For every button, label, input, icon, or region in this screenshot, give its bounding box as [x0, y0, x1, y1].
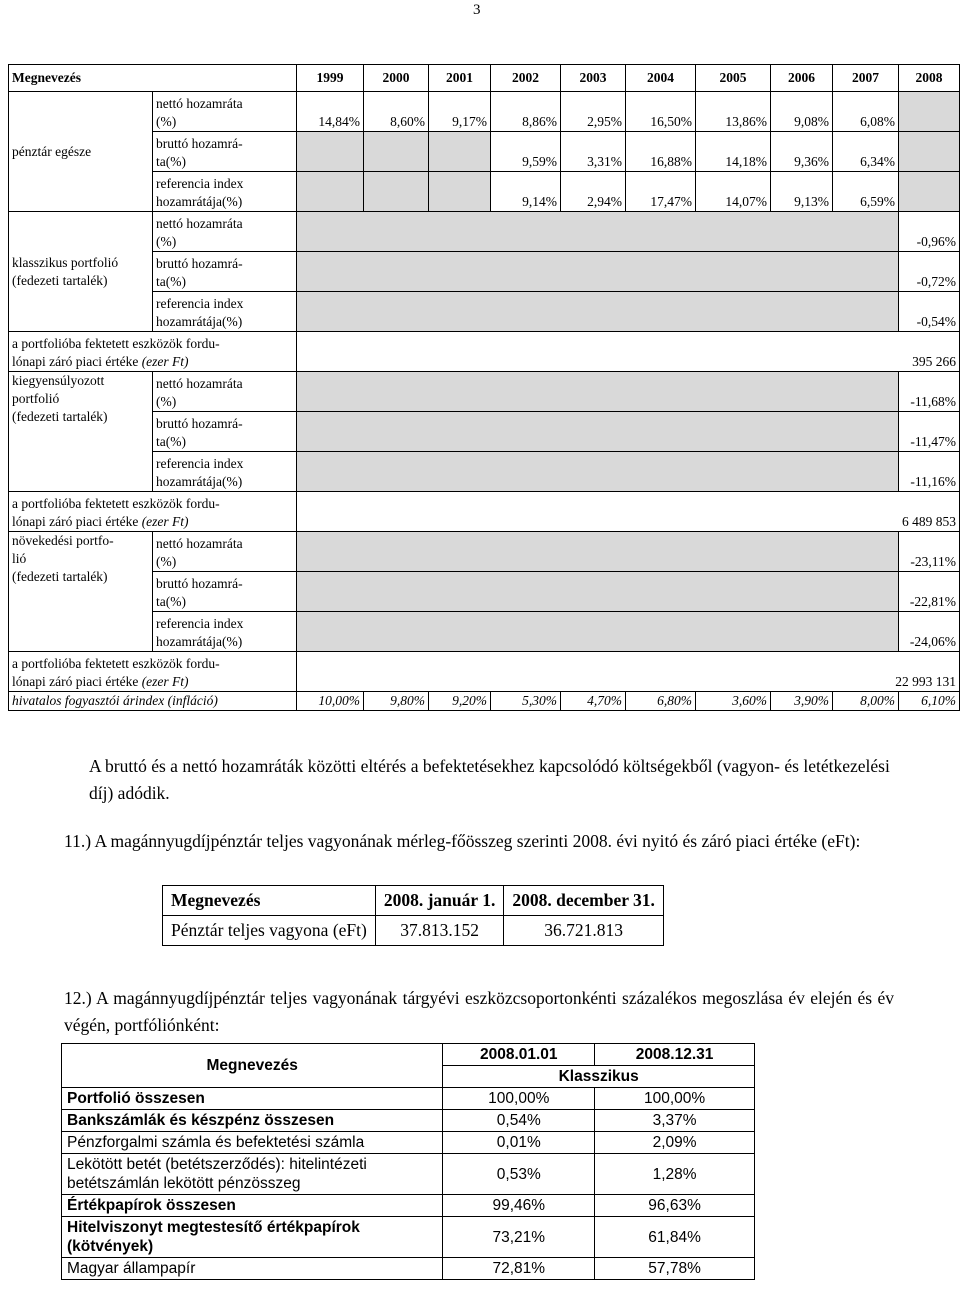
closing-value-label	[9, 652, 297, 692]
asset-label: Hitelviszonyt megtestesítő értékpapírok (kötvények)	[62, 1217, 443, 1258]
empty-cell	[297, 572, 899, 612]
closing-value: 395 266	[297, 332, 960, 372]
inflation-value: 3,60%	[696, 692, 771, 711]
closing-label-text: lónapi záró piaci értéke	[12, 354, 139, 369]
indicator-label	[153, 172, 297, 212]
group-label-line: kiegyensúlyozott	[12, 373, 105, 388]
closing-label-line	[12, 353, 293, 371]
value-open: 0,01%	[443, 1132, 595, 1154]
value-close: 100,00%	[595, 1088, 755, 1110]
indicator-label-line: (%)	[156, 234, 177, 249]
value-cell: 16,50%	[626, 92, 696, 132]
value-open: 72,81%	[443, 1258, 595, 1280]
empty-cell	[297, 452, 899, 492]
year-header: 2002	[491, 65, 561, 92]
group-label-line: klasszikus portfolió	[12, 254, 119, 270]
value-cell: -11,47%	[899, 412, 960, 452]
indicator-label-line: bruttó hozamrá-	[156, 256, 243, 271]
value-close: 57,78%	[595, 1258, 755, 1280]
value-close: 61,84%	[595, 1217, 755, 1258]
page-number: 3	[473, 2, 481, 18]
inflation-value: 4,70%	[561, 692, 626, 711]
inflation-row	[9, 692, 960, 711]
value-cell: 13,86%	[696, 92, 771, 132]
indicator-label-line: bruttó hozamrá-	[156, 576, 243, 591]
year-header: 2004	[626, 65, 696, 92]
empty-cell	[297, 212, 899, 252]
closing-label-unit: (ezer Ft)	[141, 354, 189, 369]
indicator-label-line: hozamrátája(%)	[156, 634, 243, 649]
inflation-label: hivatalos fogyasztói árindex (infláció)	[9, 692, 297, 711]
indicator-label	[153, 452, 297, 492]
table-row	[9, 92, 960, 132]
empty-cell	[297, 292, 899, 332]
year-header: 2007	[833, 65, 899, 92]
indicator-label	[153, 132, 297, 172]
value-cell: -0,72%	[899, 252, 960, 292]
paragraph-gross-net: A bruttó és a nettó hozamráták közötti eltérés a befektetésekhez kapcsolódó költségekből (vagyon- és letétkezelési díj) adódik.	[89, 755, 890, 803]
asset-label: Lekötött betét (betétszerződés): hitelintézeti betétszámlán lekötött pénzösszeg	[62, 1154, 443, 1195]
value-cell: 9,08%	[771, 92, 833, 132]
indicator-label-line: referencia index	[156, 616, 244, 631]
table-header-row	[62, 1044, 755, 1066]
group-label-line: (fedezeti tartalék)	[12, 409, 108, 424]
empty-cell	[297, 412, 899, 452]
indicator-label	[153, 412, 297, 452]
group-label: pénztár egésze	[9, 92, 153, 212]
closing-label-line	[12, 673, 293, 691]
indicator-label-line: ta(%)	[156, 594, 186, 609]
value-cell: 14,07%	[696, 172, 771, 212]
inflation-value: 8,00%	[833, 692, 899, 711]
indicator-label-line: nettó hozamráta	[156, 536, 243, 551]
value-cell	[429, 132, 491, 172]
table-row	[62, 1110, 755, 1132]
group-label-line: lió	[12, 551, 27, 566]
empty-cell	[297, 372, 899, 412]
value-cell: 14,84%	[297, 92, 364, 132]
indicator-label	[153, 572, 297, 612]
group-label	[9, 372, 153, 492]
indicator-label	[153, 212, 297, 252]
value-cell: 6,34%	[833, 132, 899, 172]
value-cell: 2,95%	[561, 92, 626, 132]
header-date-open: 2008.01.01	[443, 1044, 595, 1066]
indicator-label	[153, 92, 297, 132]
value-cell	[297, 132, 364, 172]
value-cell: -22,81%	[899, 572, 960, 612]
indicator-label-line: nettó hozamráta	[156, 216, 243, 231]
header-label: Megnevezés	[163, 886, 376, 916]
value-open: 99,46%	[443, 1195, 595, 1217]
value-close: 1,28%	[595, 1154, 755, 1195]
group-label	[9, 532, 153, 652]
value-cell	[899, 172, 960, 212]
indicator-label-line: referencia index	[156, 296, 244, 311]
empty-cell	[297, 252, 899, 292]
table-row	[62, 1154, 755, 1195]
table-row	[9, 372, 960, 412]
value-close: 3,37%	[595, 1110, 755, 1132]
year-header: 2001	[429, 65, 491, 92]
asset-label: Pénzforgalmi számla és befektetési számla	[62, 1132, 443, 1154]
indicator-label-line: ta(%)	[156, 434, 186, 449]
header-date-close: 2008.12.31	[595, 1044, 755, 1066]
year-header: 1999	[297, 65, 364, 92]
indicator-label	[153, 372, 297, 412]
closing-value-row	[9, 652, 960, 692]
value-cell: 9,14%	[491, 172, 561, 212]
value-cell: 8,86%	[491, 92, 561, 132]
inflation-value: 5,30%	[491, 692, 561, 711]
closing-label-line	[12, 513, 293, 531]
group-label-line: portfolió	[12, 391, 60, 406]
indicator-label-line: ta(%)	[156, 274, 186, 289]
closing-value-label	[9, 332, 297, 372]
indicator-label-line: hozamrátája(%)	[156, 314, 243, 329]
year-header: 2008	[899, 65, 960, 92]
indicator-label-line: referencia index	[156, 456, 244, 471]
value-cell: -23,11%	[899, 532, 960, 572]
table-row	[62, 1132, 755, 1154]
value-cell: 8,60%	[364, 92, 429, 132]
indicator-label-line: (%)	[156, 554, 177, 569]
header-closing-date: 2008. december 31.	[504, 886, 664, 916]
value-open: 73,21%	[443, 1217, 595, 1258]
header-label: Megnevezés	[9, 65, 297, 92]
value-cell: -0,96%	[899, 212, 960, 252]
inflation-value: 10,00%	[297, 692, 364, 711]
paragraph-section-12: 12.) A magánnyugdíjpénztár teljes vagyonának tárgyévi eszközcsoportonkénti százalékos megoszlása év elején és év végén, portfóliónként:	[64, 987, 894, 1035]
asset-allocation-table	[61, 1043, 755, 1280]
table-row	[163, 916, 664, 946]
group-label-line: (fedezeti tartalék)	[12, 272, 108, 288]
empty-cell	[297, 612, 899, 652]
indicator-label-line: hozamrátája(%)	[156, 474, 243, 489]
value-cell: 14,18%	[696, 132, 771, 172]
closing-label-unit: (ezer Ft)	[141, 514, 189, 529]
value-open: 100,00%	[443, 1088, 595, 1110]
row-label: Pénztár teljes vagyona (eFt)	[163, 916, 376, 946]
closing-value: 6 489 853	[297, 492, 960, 532]
asset-label: Bankszámlák és készpénz összesen	[62, 1110, 443, 1132]
value-cell: 2,94%	[561, 172, 626, 212]
header-portfolio: Klasszikus	[443, 1066, 755, 1088]
year-header: 2006	[771, 65, 833, 92]
indicator-label-line: nettó hozamráta	[156, 376, 243, 391]
fund-assets-table	[162, 885, 664, 946]
value-open: 0,54%	[443, 1110, 595, 1132]
value-cell: 9,59%	[491, 132, 561, 172]
table-header-row	[9, 65, 960, 92]
closing-value-row	[9, 332, 960, 372]
empty-cell	[297, 532, 899, 572]
table-row	[62, 1258, 755, 1280]
closing-label-line: a portfolióba fektetett eszközök fordu-	[12, 336, 220, 351]
indicator-label-line: nettó hozamráta	[156, 96, 243, 111]
header-opening-date: 2008. január 1.	[375, 886, 504, 916]
year-header: 2000	[364, 65, 429, 92]
inflation-value: 9,80%	[364, 692, 429, 711]
indicator-label-line: (%)	[156, 394, 177, 409]
value-cell: 16,88%	[626, 132, 696, 172]
value-cell	[364, 132, 429, 172]
value-cell: 3,31%	[561, 132, 626, 172]
closing-label-text: lónapi záró piaci értéke	[12, 674, 139, 689]
indicator-label-line: hozamrátája(%)	[156, 194, 243, 209]
inflation-value: 6,80%	[626, 692, 696, 711]
closing-value-row	[9, 492, 960, 532]
value-close: 96,63%	[595, 1195, 755, 1217]
indicator-label	[153, 252, 297, 292]
year-header: 2005	[696, 65, 771, 92]
value-cell: 17,47%	[626, 172, 696, 212]
value-cell	[364, 172, 429, 212]
asset-label: Portfolió összesen	[62, 1088, 443, 1110]
table-row	[62, 1088, 755, 1110]
closing-value: 36.721.813	[504, 916, 664, 946]
value-cell	[297, 172, 364, 212]
table-row	[9, 212, 960, 252]
closing-label-line: a portfolióba fektetett eszközök fordu-	[12, 496, 220, 511]
value-cell	[429, 172, 491, 212]
table-row	[62, 1195, 755, 1217]
indicator-label	[153, 292, 297, 332]
indicator-label-line: bruttó hozamrá-	[156, 416, 243, 431]
table-header-row	[163, 886, 664, 916]
table-row	[9, 532, 960, 572]
value-cell: 9,13%	[771, 172, 833, 212]
indicator-label-line: bruttó hozamrá-	[156, 136, 243, 151]
indicator-label	[153, 532, 297, 572]
closing-value-label	[9, 492, 297, 532]
value-cell: -11,16%	[899, 452, 960, 492]
value-cell: 6,59%	[833, 172, 899, 212]
value-close: 2,09%	[595, 1132, 755, 1154]
performance-table	[8, 64, 960, 711]
group-label-line: növekedési portfo-	[12, 533, 114, 548]
year-header: 2003	[561, 65, 626, 92]
group-label-line: (fedezeti tartalék)	[12, 569, 108, 584]
value-cell: 6,08%	[833, 92, 899, 132]
inflation-value: 9,20%	[429, 692, 491, 711]
value-cell: -24,06%	[899, 612, 960, 652]
value-cell	[899, 92, 960, 132]
value-cell: 9,17%	[429, 92, 491, 132]
inflation-value: 3,90%	[771, 692, 833, 711]
value-cell: -0,54%	[899, 292, 960, 332]
table-row	[62, 1217, 755, 1258]
closing-label-text: lónapi záró piaci értéke	[12, 514, 139, 529]
indicator-label-line: referencia index	[156, 176, 244, 191]
indicator-label-line: (%)	[156, 114, 177, 129]
value-open: 0,53%	[443, 1154, 595, 1195]
indicator-label-line: ta(%)	[156, 154, 186, 169]
asset-label: Magyar állampapír	[62, 1258, 443, 1280]
value-cell	[899, 132, 960, 172]
value-cell: 9,36%	[771, 132, 833, 172]
group-label	[9, 212, 153, 332]
asset-label: Értékpapírok összesen	[62, 1195, 443, 1217]
closing-value: 22 993 131	[297, 652, 960, 692]
paragraph-section-11: 11.) A magánnyugdíjpénztár teljes vagyonának mérleg-főösszeg szerinti 2008. évi nyitó és záró piaci értéke (eFt):	[64, 830, 861, 851]
inflation-value: 6,10%	[899, 692, 960, 711]
closing-label-unit: (ezer Ft)	[141, 674, 189, 689]
header-label: Megnevezés	[62, 1044, 443, 1088]
indicator-label	[153, 612, 297, 652]
value-cell: -11,68%	[899, 372, 960, 412]
opening-value: 37.813.152	[375, 916, 504, 946]
closing-label-line: a portfolióba fektetett eszközök fordu-	[12, 656, 220, 671]
